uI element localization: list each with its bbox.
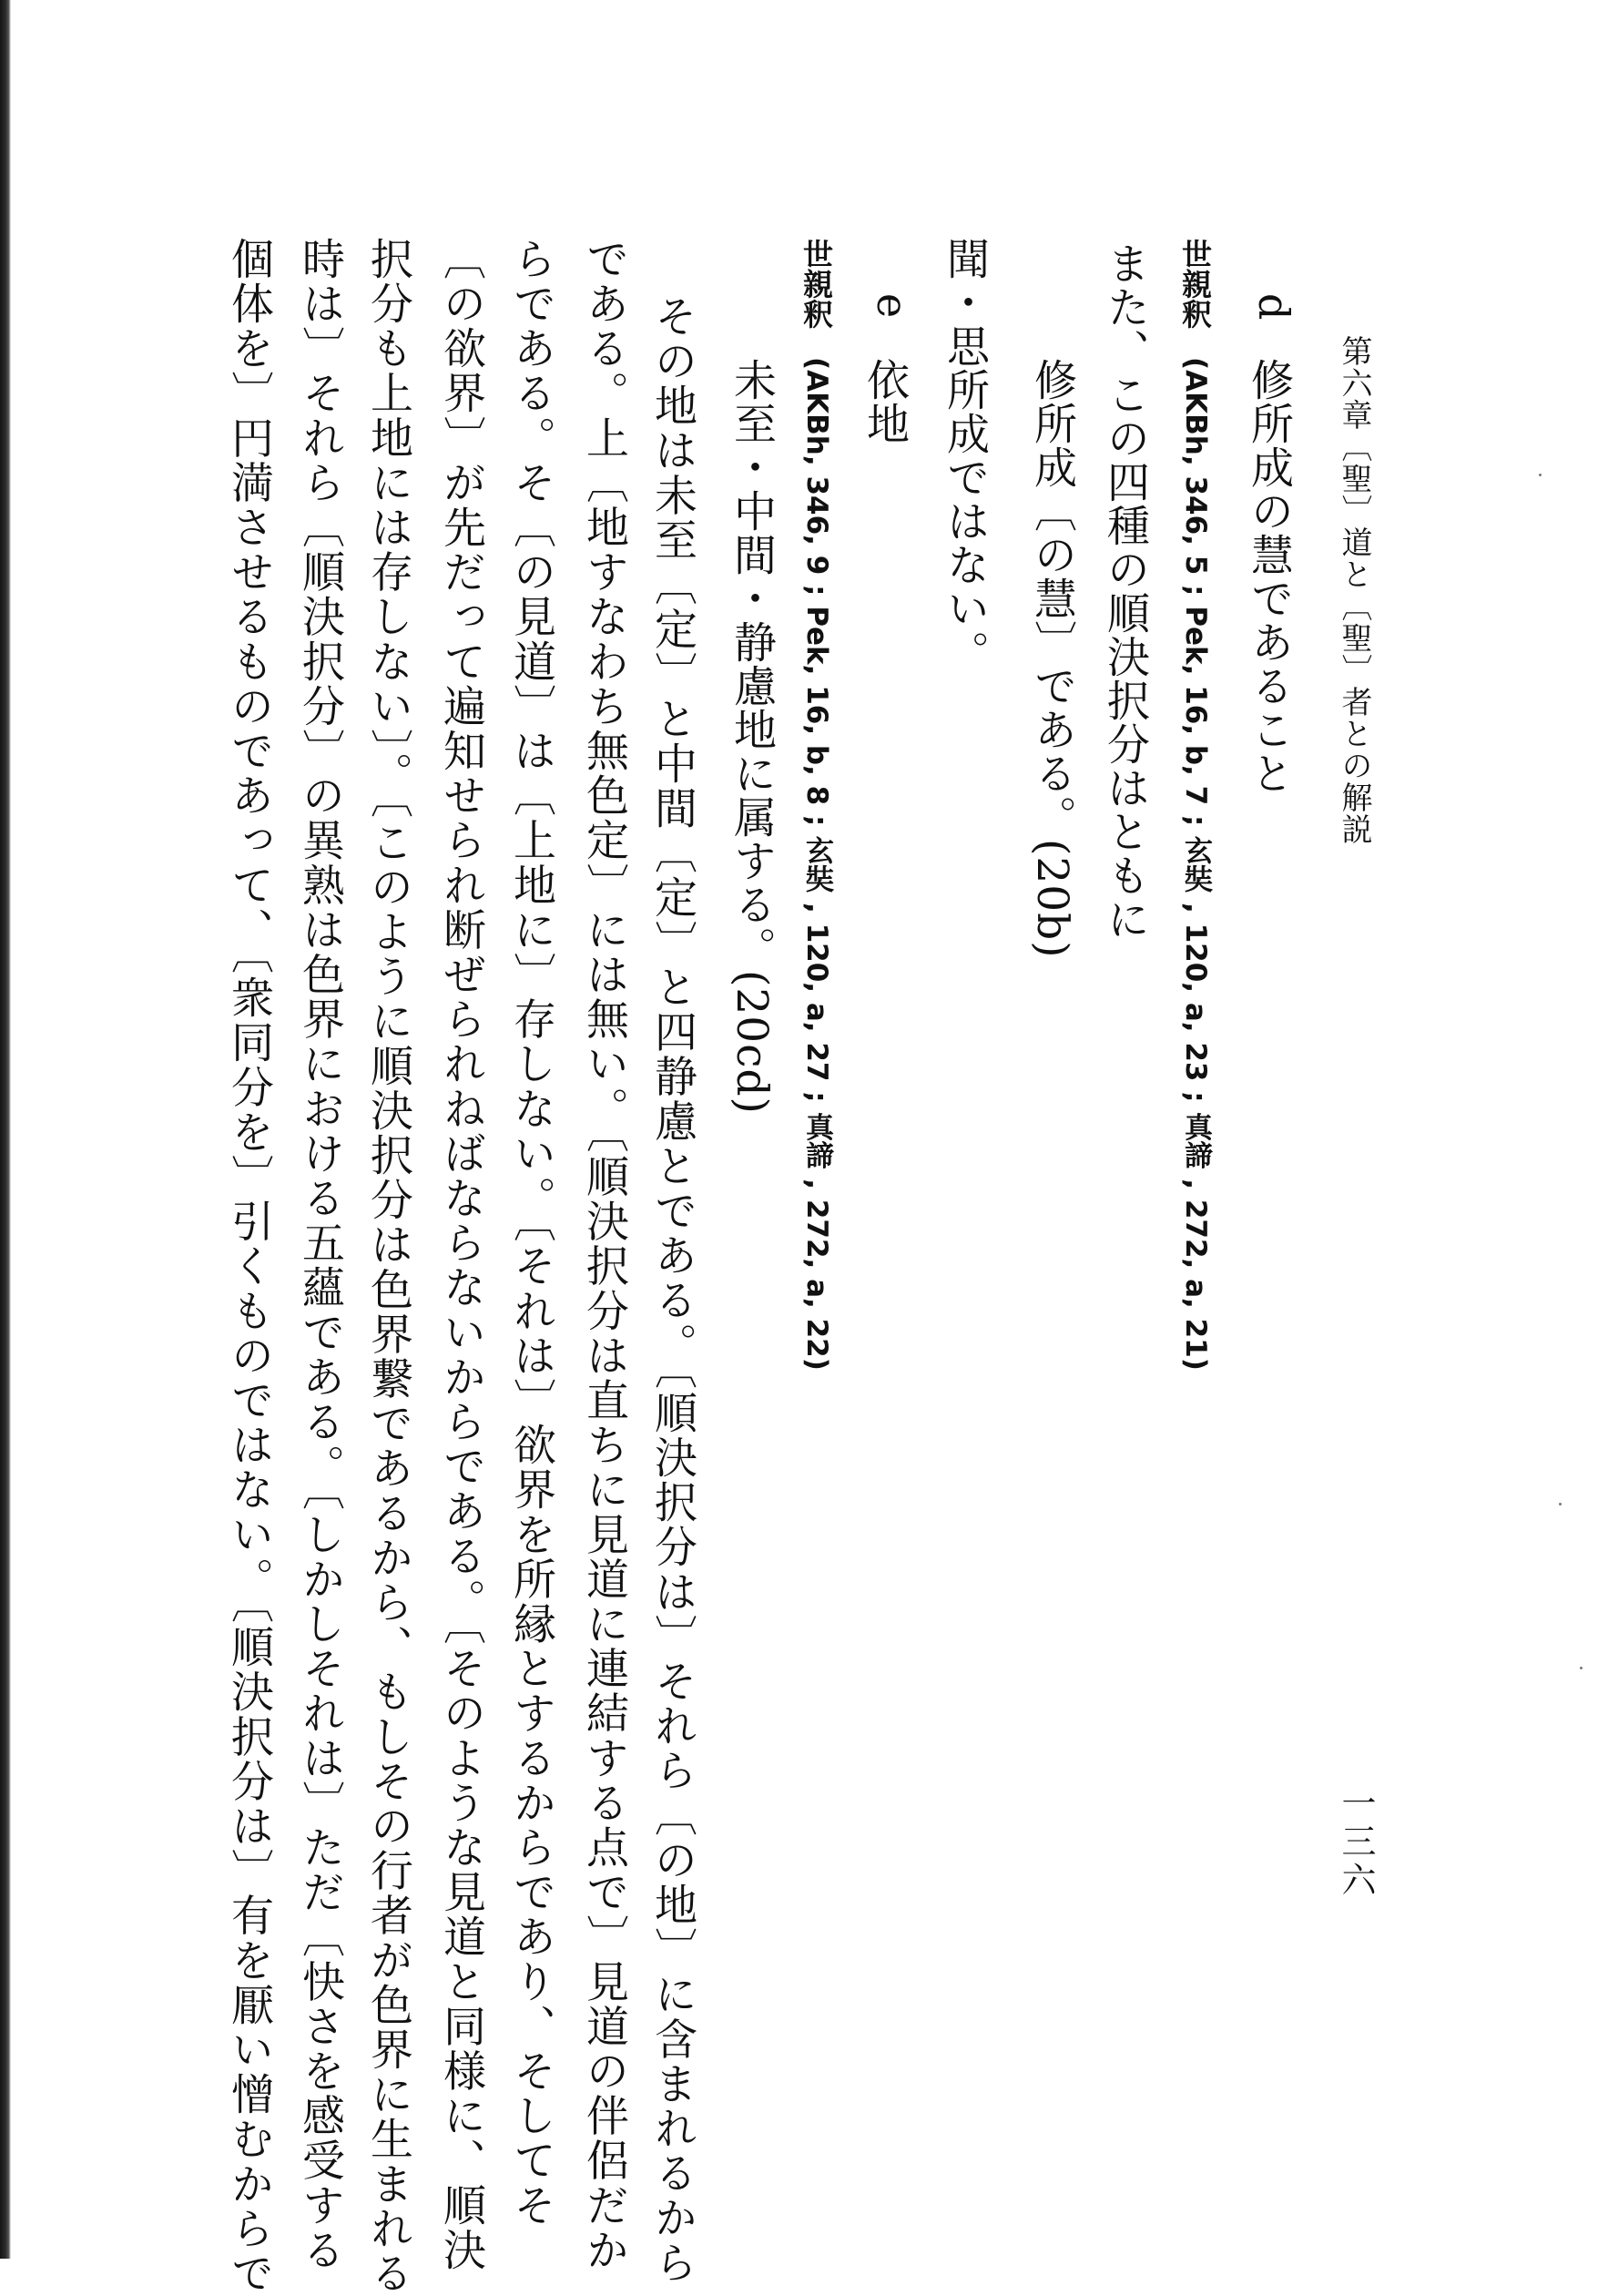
section-d-commentary-label: 世親釈 — [1177, 239, 1213, 329]
section-e-citation: (AKBh, 346, 9 ; Pek, 16, b, 8 ; 玄奘 , 120, a, 27 ; 真諦 , 272, a, 22) — [800, 357, 833, 1371]
section-e-title: 依地 — [860, 358, 910, 445]
page-number: 一三六 — [1336, 1785, 1376, 1900]
section-d-verse-line-1: また、この四種の順決択分はともに — [1100, 241, 1150, 941]
section-d-letter: d — [1249, 293, 1298, 321]
section-d-verse-line-2: 修所成〔の慧〕である。(20b) — [1027, 358, 1077, 959]
body-line-5: 択分も上地には存しない〕。〔このように順決択分は色界繋であるから、もしその行者が色界に生まれる — [363, 237, 413, 2296]
section-d-title: 修所成の慧であること — [1244, 358, 1294, 795]
body-line-4: 〔の欲界〕が先だって遍知せられ断ぜられねばならないからである。〔そのような見道と同様に、順決 — [436, 237, 486, 2273]
section-e-verse: 未至・中間・静慮地に属する。(20cd) — [727, 358, 777, 1115]
section-d-citation: (AKBh, 346, 5 ; Pek, 16, b, 7 ; 玄奘 , 120, a, 23 ; 真諦 , 272, a, 21) — [1179, 357, 1212, 1371]
scan-speck — [1539, 474, 1542, 476]
scan-speck — [1559, 1503, 1562, 1505]
section-d-explanation: 聞・思所成ではない。 — [940, 237, 990, 674]
section-e-commentary-label: 世親釈 — [799, 239, 834, 329]
body-line-3: らである。そ〔の見道〕は〔上地に〕存しない。〔それは〕欲界を所縁とするからであり、そしてそ — [506, 237, 556, 2228]
body-line-6: 時は〕それら〔順決択分〕の異熟は色界における五蘊である。〔しかしそれは〕ただ〔快さを感受する — [295, 237, 345, 2273]
section-e-letter: e — [868, 293, 917, 319]
body-line-7: 個体を〕円満させるものであって、〔衆同分を〕引くものではない。〔順決択分は〕有を厭い憎むからで — [224, 237, 274, 2296]
body-line-2: である。上〔地すなわち無色定〕には無い。〔順決択分は直ちに見道に連結する点で〕見道の伴侶だか — [579, 237, 629, 2273]
scan-speck — [1580, 1667, 1583, 1669]
body-line-1: その地は未至〔定〕と中間〔定〕と四静慮とである。〔順決択分は〕それら〔の地〕に含まれるから — [647, 294, 697, 2285]
running-head: 第六章〔聖〕道と〔聖〕者との解説 — [1336, 335, 1372, 845]
book-spine-shadow — [0, 0, 11, 2259]
